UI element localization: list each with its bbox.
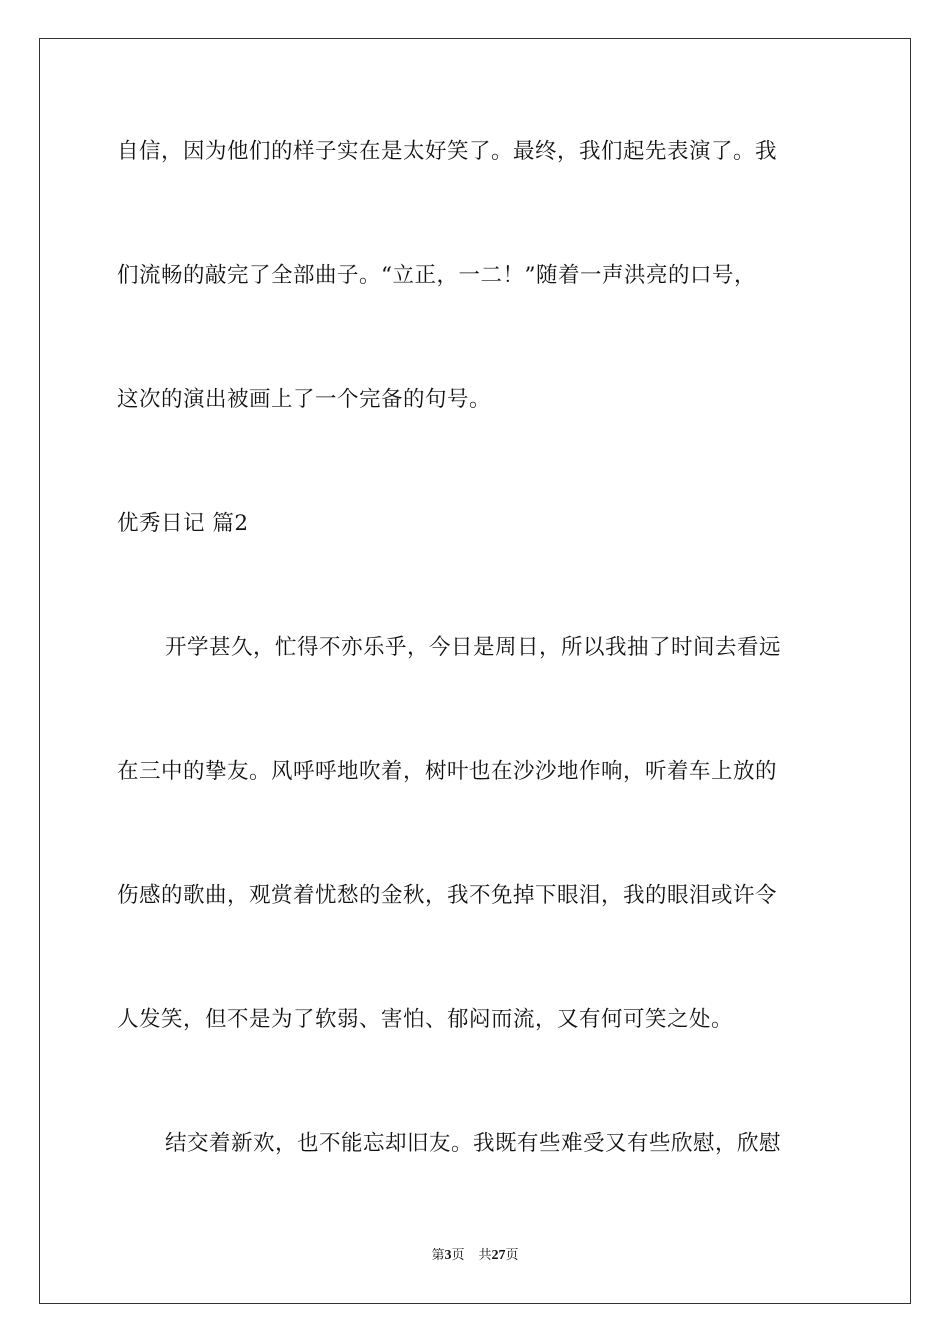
body-text-line: 人发笑，但不是为了软弱、害怕、郁闷而流，又有何可笑之处。	[117, 1007, 734, 1032]
body-text-line: 们流畅的敲完了全部曲子。“立正，一二！”随着一声洪亮的口号，	[117, 263, 756, 288]
body-text-line: 伤感的歌曲，观赏着忧愁的金秋，我不免掉下眼泪，我的眼泪或许令	[117, 883, 778, 908]
page-frame	[39, 38, 911, 1304]
body-text-line: 在三中的挚友。风呼呼地吹着，树叶也在沙沙地作响，听着车上放的	[117, 759, 778, 784]
body-text-line: 结交着新欢，也不能忘却旧友。我既有些难受又有些欣慰，欣慰	[165, 1131, 782, 1156]
total-suffix: 页	[505, 1248, 519, 1263]
total-pages: 27	[491, 1248, 506, 1263]
page-number: 3	[444, 1248, 452, 1263]
section-heading: 优秀日记 篇2	[117, 511, 249, 536]
page-prefix: 第	[431, 1248, 445, 1263]
page-footer	[0, 1247, 950, 1265]
body-text-line: 这次的演出被画上了一个完备的句号。	[117, 387, 492, 412]
body-text-line: 自信，因为他们的样子实在是太好笑了。最终，我们起先表演了。我	[117, 139, 778, 164]
body-text-line: 开学甚久，忙得不亦乐乎，今日是周日，所以我抽了时间去看远	[165, 635, 782, 660]
page-suffix: 页	[451, 1248, 465, 1263]
total-prefix: 共	[478, 1248, 492, 1263]
